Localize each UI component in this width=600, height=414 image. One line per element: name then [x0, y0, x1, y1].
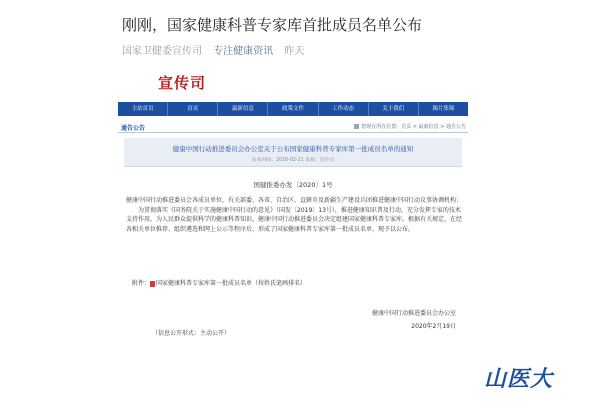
nav-item: 关于我们 [369, 102, 419, 116]
notice-info: 发布时间：2020-02-21 来源：宣传司 [251, 158, 335, 163]
nav-item: 最新信息 [218, 102, 268, 116]
notice-body [126, 196, 462, 234]
signature-block [372, 308, 456, 330]
breadcrumb [354, 123, 466, 130]
account-name[interactable]: 国家卫健委宣传司 [122, 46, 202, 57]
attachment-line [132, 278, 306, 287]
site-nav-bar [118, 102, 468, 116]
breadcrumb-text: 您现在所在位置：首页 > 最新信息 > 通告公告 [361, 124, 466, 130]
nav-item: 主站首页 [118, 102, 168, 116]
embedded-website-screenshot [118, 102, 468, 344]
nav-item: 政策文件 [268, 102, 318, 116]
section-title: 通告公告 [121, 125, 146, 132]
department-title: 宣传司 [158, 74, 207, 92]
document-icon [150, 281, 155, 287]
article-title: 刚刚，国家健康科普专家库首批成员名单公布 [122, 16, 423, 34]
body-paragraph: 为贯彻落实《国务院关于实施健康中国行动的意见》（国发〔2019〕13号），推进健康知识普及行动，充分发挥专家的技术支持作用，为人民群众提供科学的健康科普知识，健康中国行动推进委员会决定组建国家健康科普专家库。根据有关规定，在经各相关单位推荐、组织遴选和网上公示等程序后，形成了国家健康科普专家库第一批成员名单，现予以公布。 [126, 206, 463, 233]
logo: 山医大 [484, 366, 554, 392]
notice-title: 健康中国行动推进委员会办公室关于公布国家健康科普专家库第一批成员名单的通知 [172, 145, 414, 153]
nav-item: 图片集锦 [432, 106, 455, 112]
attachment-label: 附件： [132, 280, 151, 287]
salutation: 健康中国行动推进委员会各成员单位，有关部委、各省、自治区、直辖市及新疆生产建设兵团推进健康中国行动议事协调机构： [126, 197, 463, 204]
section-bar [118, 122, 468, 133]
attachment-link[interactable]: 国家健康科普专家库第一批成员名单（按姓氏笔画排名） [156, 280, 307, 287]
signature: 健康中国行动推进委员会办公室 [371, 310, 456, 317]
nav-item: 工作动态 [319, 102, 369, 116]
signature-date: 2020年2月19日 [411, 323, 456, 330]
topic-link[interactable]: 专注健康资讯 [213, 46, 274, 57]
home-icon [354, 124, 359, 129]
article-meta [122, 42, 304, 57]
document-number: 国健推委办发〔2020〕1号 [253, 181, 333, 189]
notice-header [124, 138, 462, 167]
disclosure-note: （信息公开形式：主动公开） [152, 330, 231, 337]
publish-time: 昨天 [284, 46, 305, 57]
nav-item: 首页 [168, 102, 218, 116]
